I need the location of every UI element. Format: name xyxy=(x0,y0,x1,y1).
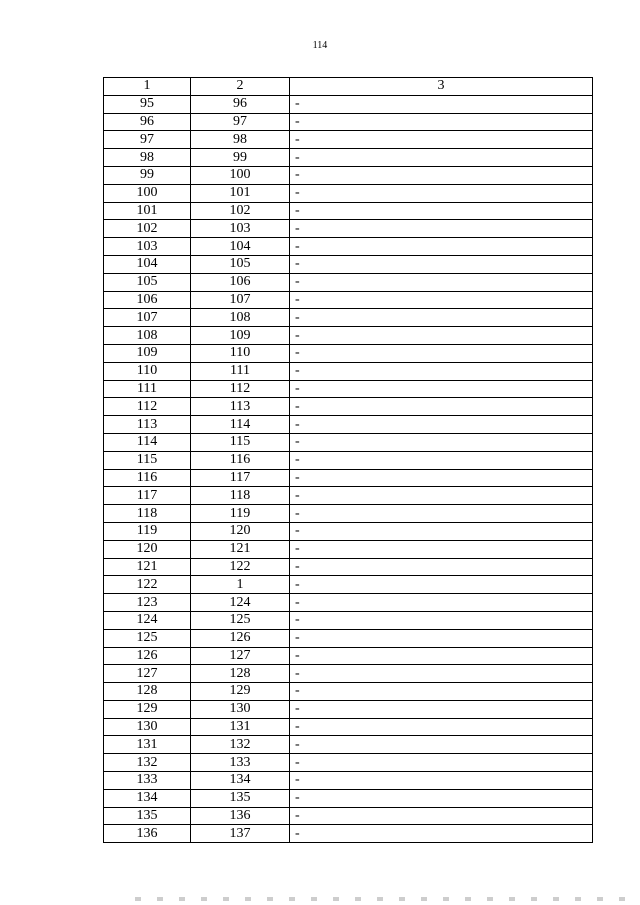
cell-column-3: - xyxy=(290,184,593,202)
cell-column-1: 104 xyxy=(104,255,191,273)
cell-column-3: - xyxy=(290,469,593,487)
cell-column-2: 111 xyxy=(191,362,290,380)
cell-column-2: 109 xyxy=(191,327,290,345)
cell-column-2: 118 xyxy=(191,487,290,505)
cell-column-2: 105 xyxy=(191,255,290,273)
cell-column-1: 122 xyxy=(104,576,191,594)
table-row xyxy=(104,647,593,665)
cell-column-1: 95 xyxy=(104,95,191,113)
cell-column-2: 106 xyxy=(191,273,290,291)
cell-column-3: - xyxy=(290,487,593,505)
cell-column-2: 107 xyxy=(191,291,290,309)
cell-column-1: 100 xyxy=(104,184,191,202)
cell-column-2: 113 xyxy=(191,398,290,416)
cell-column-1: 132 xyxy=(104,754,191,772)
cell-column-2: 124 xyxy=(191,594,290,612)
table-row xyxy=(104,220,593,238)
table-row xyxy=(104,202,593,220)
table-header-row xyxy=(104,78,593,96)
cell-column-2: 103 xyxy=(191,220,290,238)
cell-column-2: 121 xyxy=(191,540,290,558)
cell-column-1: 125 xyxy=(104,629,191,647)
cell-column-2: 112 xyxy=(191,380,290,398)
table-row xyxy=(104,665,593,683)
cell-column-1: 130 xyxy=(104,718,191,736)
cell-column-3: - xyxy=(290,611,593,629)
cell-column-3: - xyxy=(290,772,593,790)
table-row xyxy=(104,505,593,523)
cell-column-1: 128 xyxy=(104,683,191,701)
cell-column-2: 122 xyxy=(191,558,290,576)
cell-column-3: - xyxy=(290,380,593,398)
table-body xyxy=(104,95,593,842)
cell-column-1: 107 xyxy=(104,309,191,327)
cell-column-1: 124 xyxy=(104,611,191,629)
cell-column-3: - xyxy=(290,807,593,825)
cell-column-2: 127 xyxy=(191,647,290,665)
table-row xyxy=(104,95,593,113)
cell-column-2: 134 xyxy=(191,772,290,790)
cell-column-3: - xyxy=(290,95,593,113)
table-row xyxy=(104,558,593,576)
cell-column-2: 99 xyxy=(191,149,290,167)
cell-column-3: - xyxy=(290,718,593,736)
table-row xyxy=(104,487,593,505)
cell-column-1: 117 xyxy=(104,487,191,505)
cell-column-2: 101 xyxy=(191,184,290,202)
cell-column-1: 110 xyxy=(104,362,191,380)
cell-column-1: 103 xyxy=(104,238,191,256)
cell-column-1: 123 xyxy=(104,594,191,612)
cell-column-1: 127 xyxy=(104,665,191,683)
cell-column-3: - xyxy=(290,344,593,362)
cell-column-2: 137 xyxy=(191,825,290,843)
table-row xyxy=(104,736,593,754)
cell-column-3: - xyxy=(290,629,593,647)
footer-scan-artifact xyxy=(135,897,640,901)
cell-column-1: 115 xyxy=(104,451,191,469)
cell-column-1: 136 xyxy=(104,825,191,843)
table-row xyxy=(104,540,593,558)
column-header-2: 2 xyxy=(191,78,290,96)
cell-column-3: - xyxy=(290,754,593,772)
cell-column-2: 1 xyxy=(191,576,290,594)
cell-column-1: 135 xyxy=(104,807,191,825)
cell-column-1: 102 xyxy=(104,220,191,238)
cell-column-3: - xyxy=(290,398,593,416)
cell-column-3: - xyxy=(290,736,593,754)
cell-column-2: 108 xyxy=(191,309,290,327)
cell-column-3: - xyxy=(290,220,593,238)
cell-column-1: 131 xyxy=(104,736,191,754)
cell-column-2: 97 xyxy=(191,113,290,131)
cell-column-1: 98 xyxy=(104,149,191,167)
table-row xyxy=(104,451,593,469)
cell-column-3: - xyxy=(290,576,593,594)
cell-column-3: - xyxy=(290,558,593,576)
table-row xyxy=(104,629,593,647)
table-row xyxy=(104,344,593,362)
cell-column-2: 114 xyxy=(191,416,290,434)
cell-column-1: 97 xyxy=(104,131,191,149)
table-row xyxy=(104,273,593,291)
cell-column-3: - xyxy=(290,700,593,718)
table-row xyxy=(104,238,593,256)
cell-column-1: 118 xyxy=(104,505,191,523)
cell-column-2: 135 xyxy=(191,789,290,807)
cell-column-2: 116 xyxy=(191,451,290,469)
cell-column-1: 121 xyxy=(104,558,191,576)
cell-column-2: 98 xyxy=(191,131,290,149)
table-row xyxy=(104,807,593,825)
cell-column-3: - xyxy=(290,131,593,149)
cell-column-3: - xyxy=(290,594,593,612)
cell-column-3: - xyxy=(290,202,593,220)
cell-column-3: - xyxy=(290,113,593,131)
cell-column-3: - xyxy=(290,505,593,523)
cell-column-2: 125 xyxy=(191,611,290,629)
cell-column-3: - xyxy=(290,309,593,327)
table-row xyxy=(104,700,593,718)
table-row xyxy=(104,291,593,309)
cell-column-2: 110 xyxy=(191,344,290,362)
cell-column-3: - xyxy=(290,149,593,167)
cell-column-2: 136 xyxy=(191,807,290,825)
cell-column-3: - xyxy=(290,238,593,256)
cell-column-2: 131 xyxy=(191,718,290,736)
cell-column-2: 133 xyxy=(191,754,290,772)
table-row xyxy=(104,522,593,540)
cell-column-3: - xyxy=(290,416,593,434)
table-row xyxy=(104,398,593,416)
cell-column-3: - xyxy=(290,825,593,843)
table-row xyxy=(104,683,593,701)
cell-column-3: - xyxy=(290,683,593,701)
cell-column-1: 106 xyxy=(104,291,191,309)
cell-column-2: 120 xyxy=(191,522,290,540)
table-row xyxy=(104,772,593,790)
cell-column-3: - xyxy=(290,540,593,558)
column-header-3: 3 xyxy=(290,78,593,96)
table-row xyxy=(104,380,593,398)
cell-column-2: 96 xyxy=(191,95,290,113)
cell-column-1: 126 xyxy=(104,647,191,665)
table-row xyxy=(104,131,593,149)
cell-column-1: 114 xyxy=(104,433,191,451)
cell-column-1: 99 xyxy=(104,166,191,184)
cell-column-2: 130 xyxy=(191,700,290,718)
cell-column-2: 119 xyxy=(191,505,290,523)
table-row xyxy=(104,594,593,612)
table-row xyxy=(104,611,593,629)
cell-column-2: 126 xyxy=(191,629,290,647)
cell-column-1: 120 xyxy=(104,540,191,558)
cell-column-2: 132 xyxy=(191,736,290,754)
cell-column-1: 116 xyxy=(104,469,191,487)
table-row xyxy=(104,166,593,184)
cell-column-3: - xyxy=(290,665,593,683)
cell-column-1: 113 xyxy=(104,416,191,434)
cell-column-3: - xyxy=(290,362,593,380)
cell-column-1: 109 xyxy=(104,344,191,362)
column-header-1: 1 xyxy=(104,78,191,96)
table-row xyxy=(104,113,593,131)
cell-column-3: - xyxy=(290,451,593,469)
cell-column-1: 96 xyxy=(104,113,191,131)
cell-column-3: - xyxy=(290,522,593,540)
cell-column-1: 129 xyxy=(104,700,191,718)
data-table xyxy=(103,77,593,843)
table-row xyxy=(104,255,593,273)
table-row xyxy=(104,789,593,807)
table-row xyxy=(104,576,593,594)
table-row xyxy=(104,433,593,451)
cell-column-1: 112 xyxy=(104,398,191,416)
table-row xyxy=(104,362,593,380)
cell-column-1: 105 xyxy=(104,273,191,291)
cell-column-3: - xyxy=(290,433,593,451)
cell-column-3: - xyxy=(290,327,593,345)
cell-column-2: 117 xyxy=(191,469,290,487)
table-row xyxy=(104,149,593,167)
cell-column-2: 115 xyxy=(191,433,290,451)
table-row xyxy=(104,416,593,434)
cell-column-1: 119 xyxy=(104,522,191,540)
cell-column-2: 100 xyxy=(191,166,290,184)
table-row xyxy=(104,469,593,487)
cell-column-3: - xyxy=(290,273,593,291)
cell-column-1: 133 xyxy=(104,772,191,790)
cell-column-2: 129 xyxy=(191,683,290,701)
cell-column-2: 128 xyxy=(191,665,290,683)
cell-column-2: 102 xyxy=(191,202,290,220)
cell-column-3: - xyxy=(290,647,593,665)
table-row xyxy=(104,718,593,736)
table-row xyxy=(104,309,593,327)
table-row xyxy=(104,754,593,772)
cell-column-1: 108 xyxy=(104,327,191,345)
cell-column-3: - xyxy=(290,291,593,309)
cell-column-2: 104 xyxy=(191,238,290,256)
page-number: 114 xyxy=(312,40,328,51)
table-row xyxy=(104,184,593,202)
table-row xyxy=(104,327,593,345)
cell-column-3: - xyxy=(290,166,593,184)
table-row xyxy=(104,825,593,843)
cell-column-3: - xyxy=(290,255,593,273)
cell-column-3: - xyxy=(290,789,593,807)
cell-column-1: 111 xyxy=(104,380,191,398)
cell-column-1: 101 xyxy=(104,202,191,220)
cell-column-1: 134 xyxy=(104,789,191,807)
